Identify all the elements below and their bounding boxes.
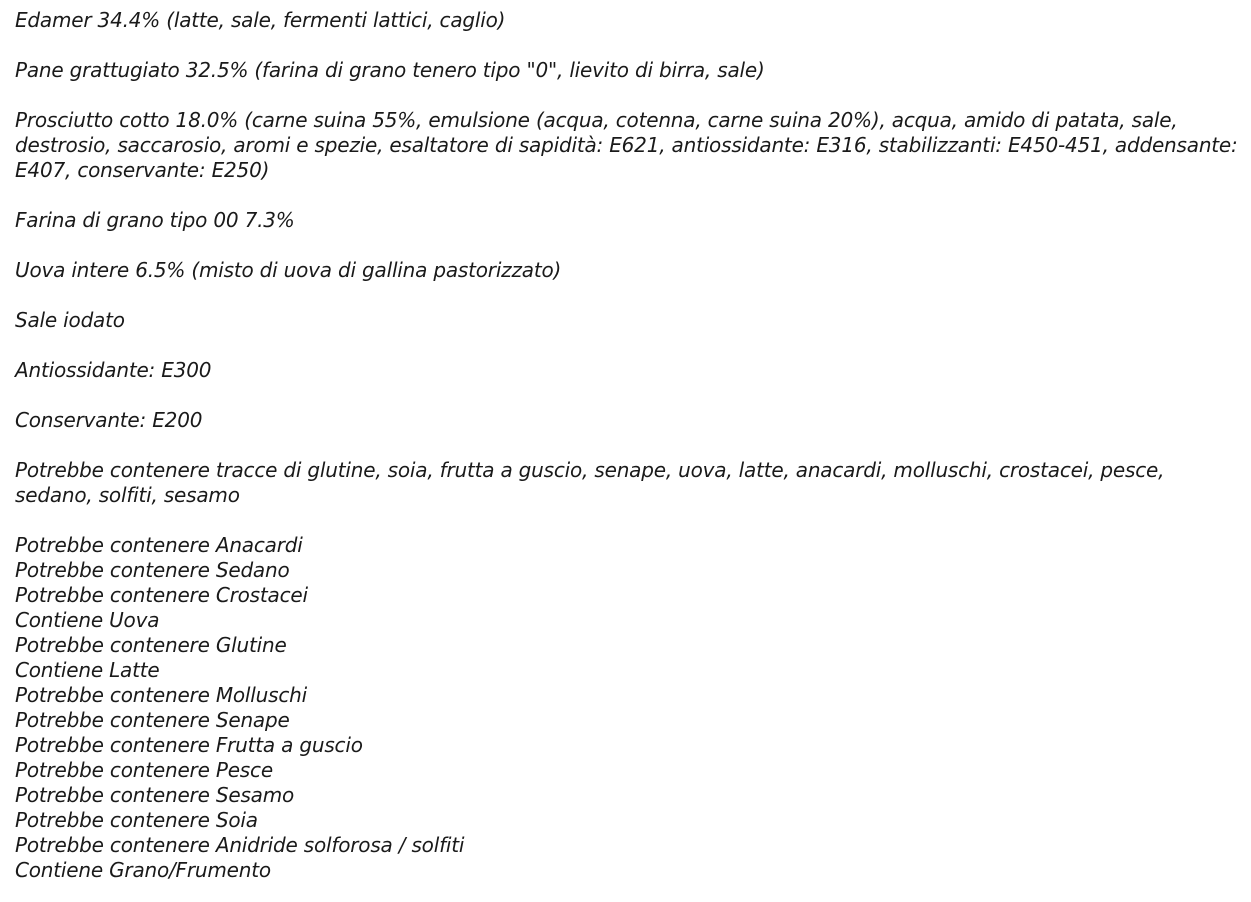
allergen-line: Potrebbe contenere Crostacei <box>15 583 308 607</box>
allergen-line: Potrebbe contenere Frutta a guscio <box>15 733 363 757</box>
allergen-line: Potrebbe contenere Anidride solforosa / solfiti <box>15 833 465 857</box>
allergen-line: Potrebbe contenere Sesamo <box>15 783 295 807</box>
ingredient-edamer: Edamer 34.4% (latte, sale, fermenti lattici, caglio) <box>15 8 506 32</box>
ingredient-farina: Farina di grano tipo 00 7.3% <box>15 208 295 232</box>
allergen-line: Potrebbe contenere Soia <box>15 808 258 832</box>
allergen-list <box>15 533 1243 883</box>
allergen-line: Potrebbe contenere Sedano <box>15 558 290 582</box>
traces-notice: Potrebbe contenere tracce di glutine, soia, frutta a guscio, senape, uova, latte, anacardi, molluschi, crostacei, pesce, sedano, solfiti, sesamo <box>15 458 1165 507</box>
ingredient-sale-iodato: Sale iodato <box>15 308 125 332</box>
allergen-line: Potrebbe contenere Glutine <box>15 633 287 657</box>
ingredient-antiossidante: Antiossidante: E300 <box>15 358 212 382</box>
allergen-line: Potrebbe contenere Molluschi <box>15 683 307 707</box>
allergen-line: Potrebbe contenere Anacardi <box>15 533 303 557</box>
allergen-line: Contiene Latte <box>15 658 160 682</box>
allergen-line: Potrebbe contenere Senape <box>15 708 290 732</box>
ingredient-uova-intere: Uova intere 6.5% (misto di uova di gallina pastorizzato) <box>15 258 562 282</box>
allergen-line: Potrebbe contenere Pesce <box>15 758 273 782</box>
ingredient-conservante: Conservante: E200 <box>15 408 203 432</box>
ingredient-prosciutto-cotto: Prosciutto cotto 18.0% (carne suina 55%, emulsione (acqua, cotenna, carne suina 20%), acqua, amido di patata, sale, destrosio, saccarosio, aromi e spezie, esaltatore di sapidità: E621, antiossidante: E316, stabilizzanti: E450-451, addensante: E407, conservante: E250) <box>15 108 1238 182</box>
allergen-line: Contiene Uova <box>15 608 160 632</box>
allergen-line: Contiene Grano/Frumento <box>15 858 271 882</box>
ingredients-document <box>15 8 1243 883</box>
ingredient-pane-grattugiato: Pane grattugiato 32.5% (farina di grano tenero tipo "0", lievito di birra, sale) <box>15 58 765 82</box>
